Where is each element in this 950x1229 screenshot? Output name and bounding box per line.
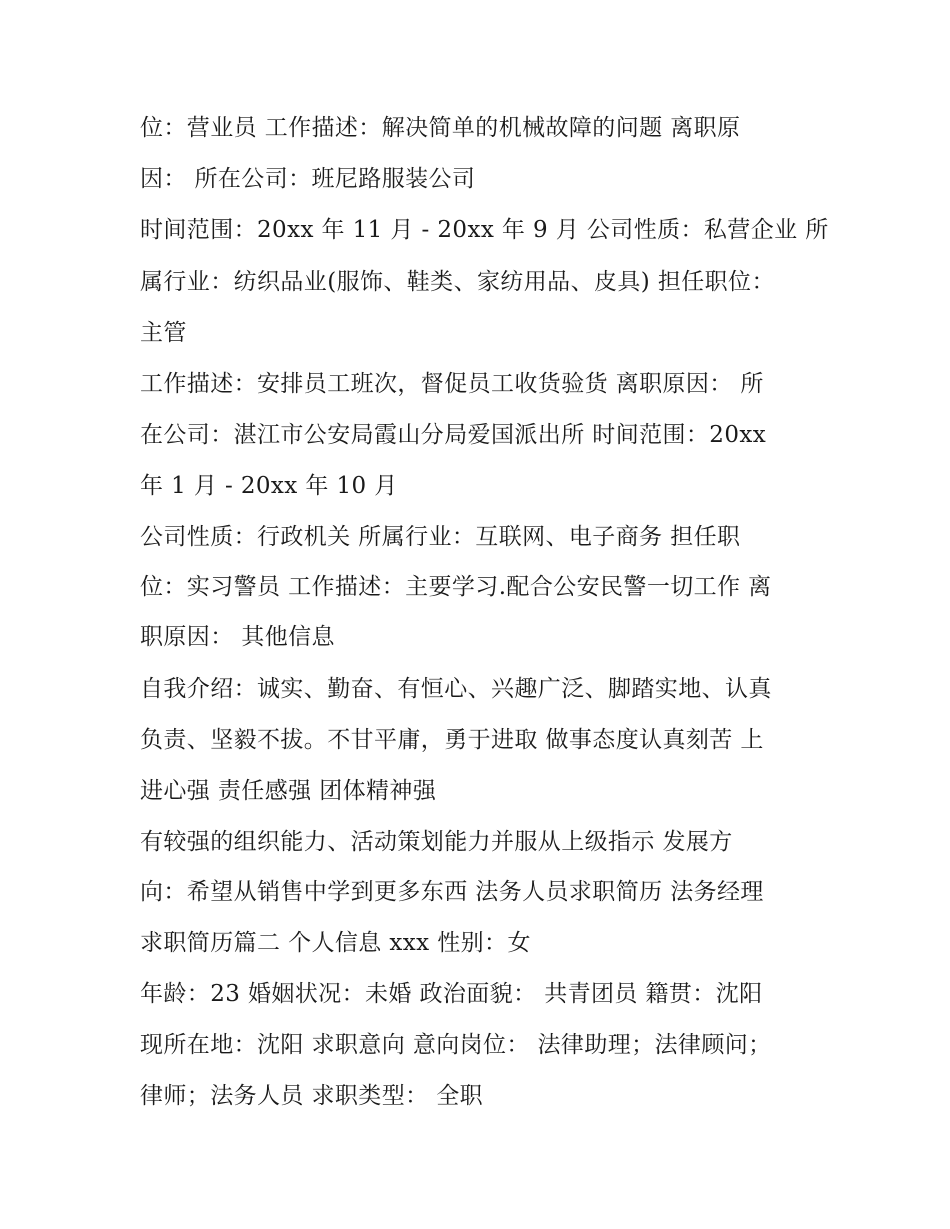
text-line: 有较强的组织能力、活动策划能力并服从上级指示 发展方 — [140, 829, 733, 855]
text-line: 公司性质：行政机关 所属行业：互联网、电子商务 担任职 — [140, 524, 741, 550]
text-line: 自我介绍：诚实、勤奋、有恒心、兴趣广泛、脚踏实地、认真 — [140, 676, 772, 702]
text-line: 主管 — [140, 320, 187, 346]
text-line: 职原因： 其他信息 — [140, 624, 335, 650]
text-line: 工作描述：安排员工班次，督促员工收货验货 离职原因： 所 — [140, 371, 764, 397]
text-line: 年龄：23 婚姻状况：未婚 政治面貌： 共青团员 籍贯：沈阳 — [140, 981, 763, 1007]
text-line: 因： 所在公司：班尼路服装公司 — [140, 166, 476, 192]
text-line: 进心强 责任感强 团体精神强 — [140, 778, 437, 804]
text-line: 年 1 月 - 20xx 年 10 月 — [140, 473, 398, 499]
text-line: 位：实习警员 工作描述：主要学习.配合公安民警一切工作 离 — [140, 574, 772, 600]
text-line: 律师；法务人员 求职类型： 全职 — [140, 1083, 484, 1109]
text-line: 在公司：湛江市公安局霞山分局爱国派出所 时间范围：20xx — [140, 422, 767, 448]
text-line: 向：希望从销售中学到更多东西 法务人员求职简历 法务经理 — [140, 879, 764, 905]
text-line: 求职简历篇二 个人信息 xxx 性别：女 — [140, 930, 531, 956]
text-line: 时间范围：20xx 年 11 月 - 20xx 年 9 月 公司性质：私营企业 所 — [140, 217, 829, 243]
text-line: 现所在地：沈阳 求职意向 意向岗位： 法律助理；法律顾问； — [140, 1032, 772, 1058]
text-line: 位：营业员 工作描述：解决简单的机械故障的问题 离职原 — [140, 115, 741, 141]
text-line: 负责、坚毅不拔。不甘平庸，勇于进取 做事态度认真刻苦 上 — [140, 727, 764, 753]
text-line: 属行业：纺织品业(服饰、鞋类、家纺用品、皮具) 担任职位： — [140, 269, 775, 295]
